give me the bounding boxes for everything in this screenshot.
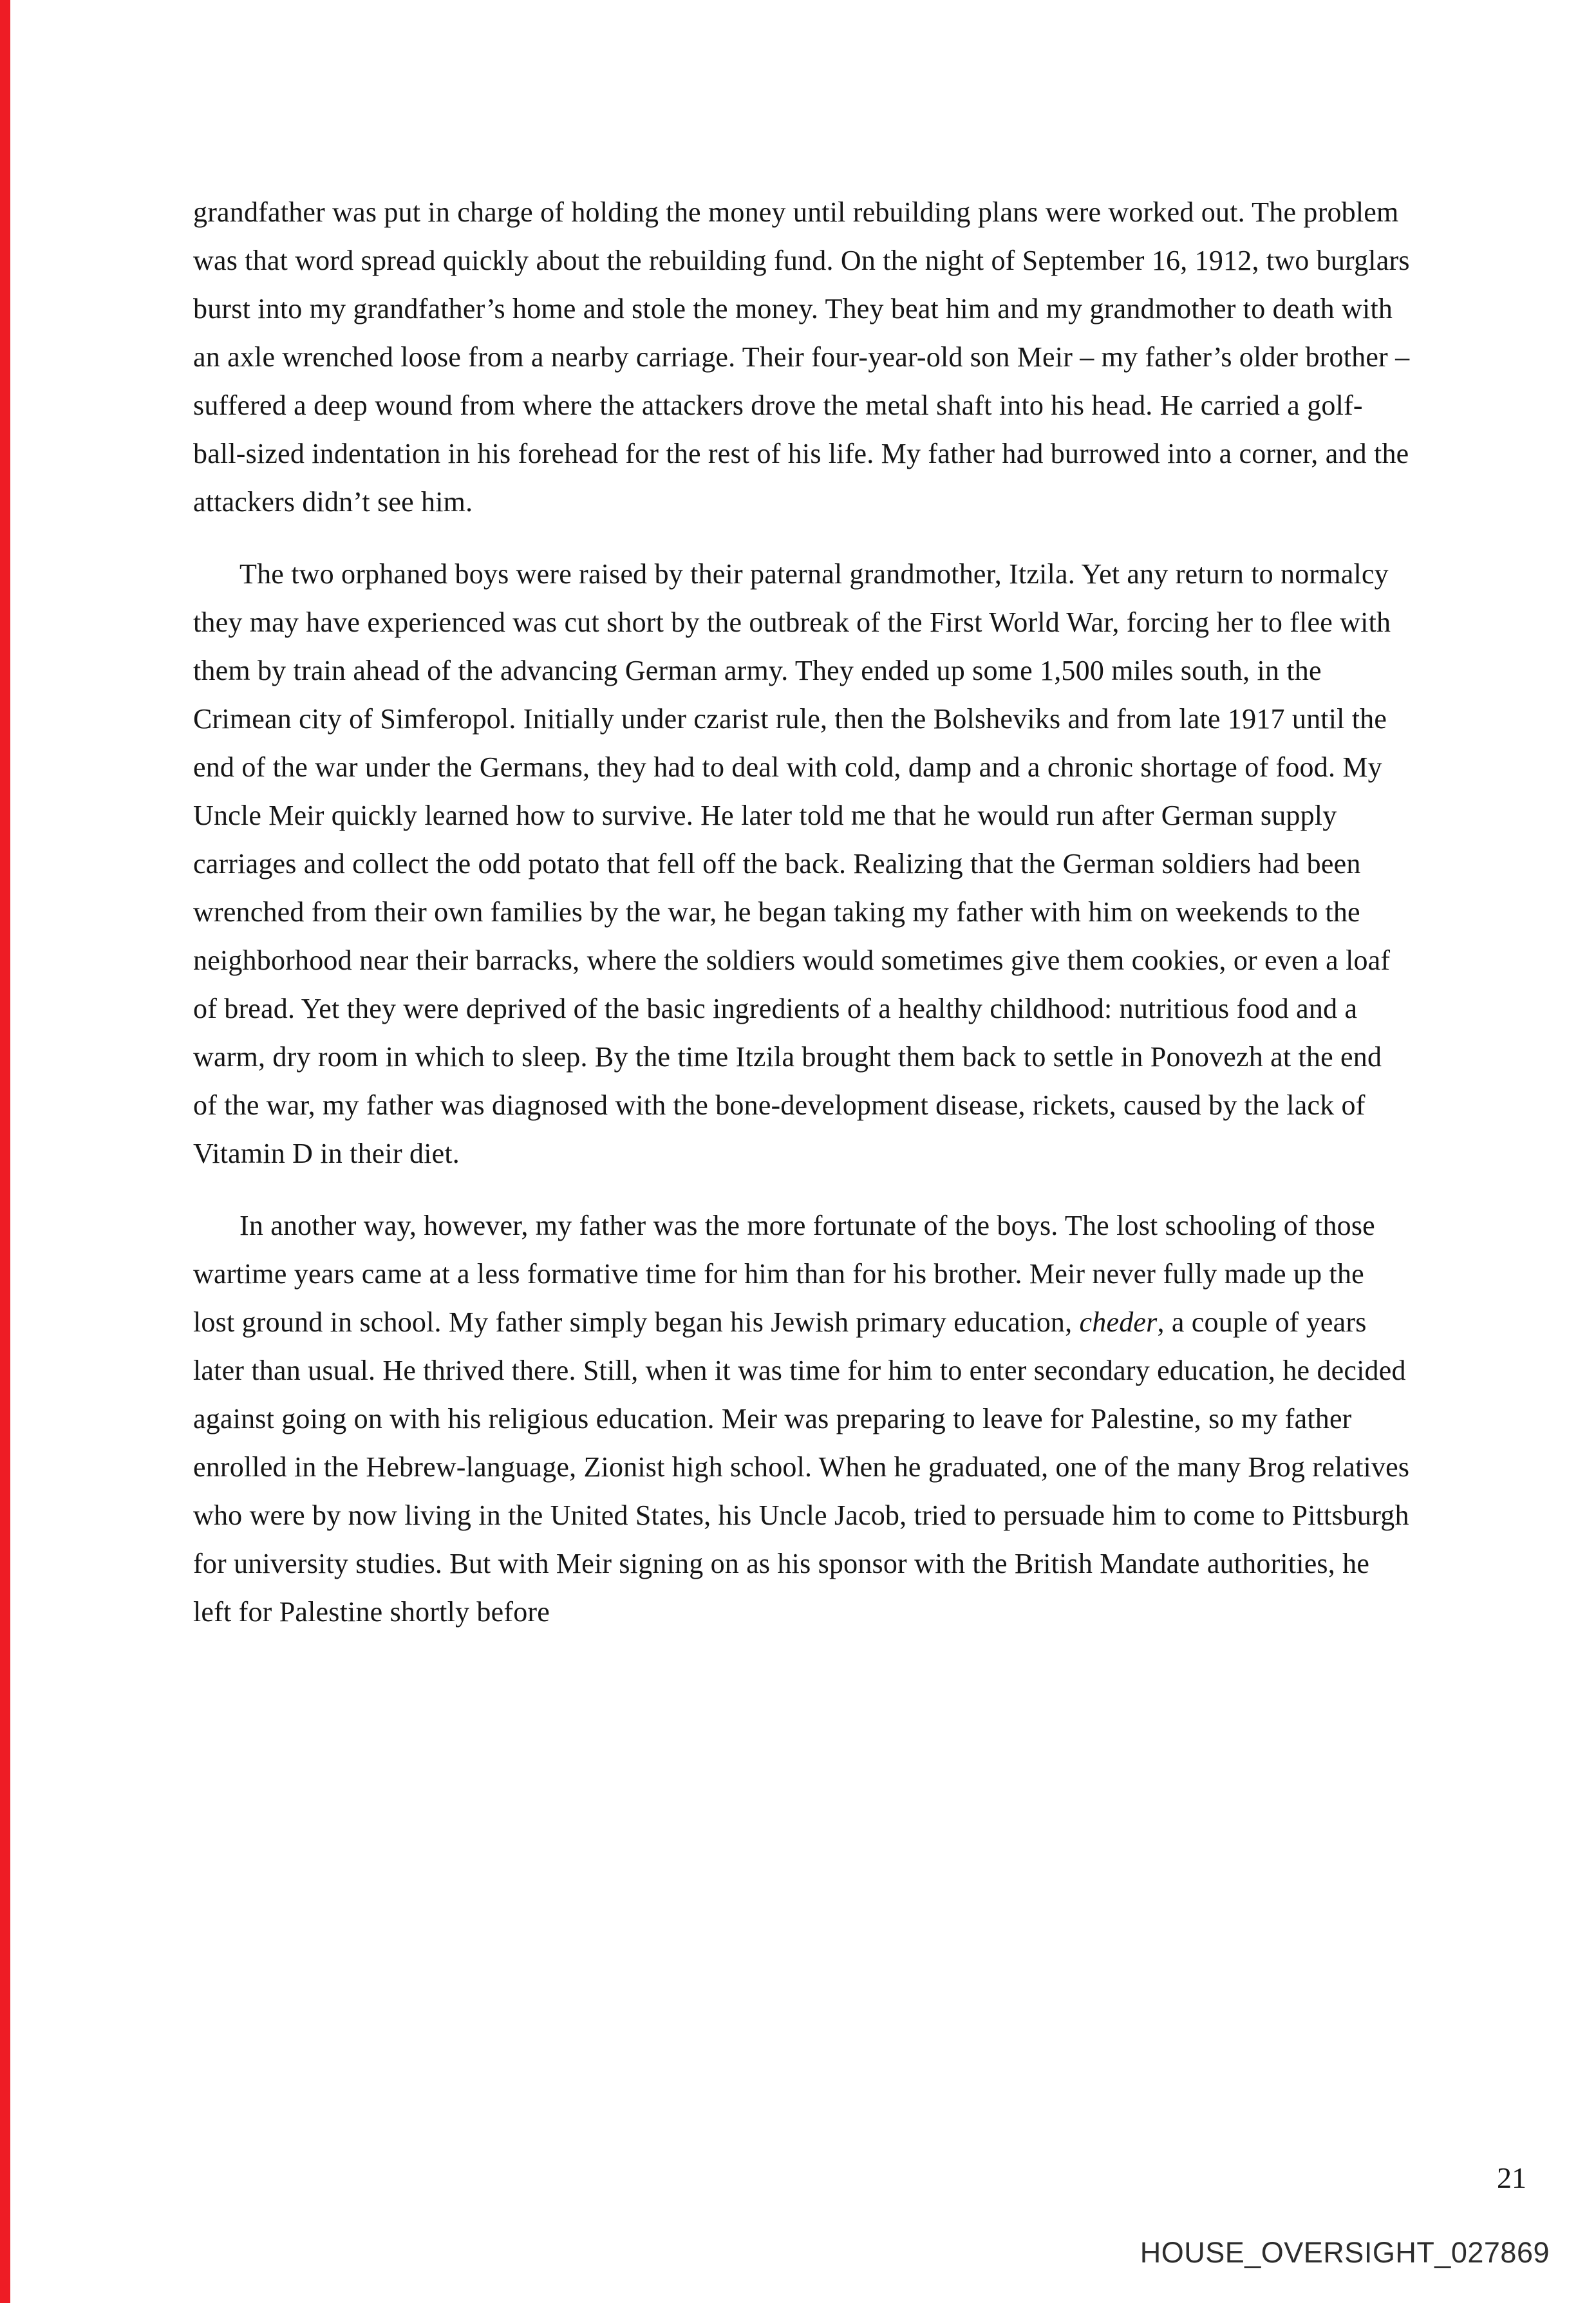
paragraph-1: grandfather was put in charge of holding the money until rebuilding plans were worked out. The problem was that word spread quickly about the rebuilding fund. On the night of September 16, 1912, two burglars burst into my grandfather’s home and stole the money. They beat him and my grandmother to death with an axle wrenched loose from a nearby carriage. Their four-year-old son Meir – my father’s older brother – suffered a deep wound from where the attackers drove the metal shaft into his head. He carried a golf-ball-sized indentation in his forehead for the rest of his life. My father had burrowed into a corner, and the attackers didn’t see him. [193,196,1410,518]
paragraph-3-text-before: In another way, however, my father was the more fortunate of the boys. The lost schooling of those wartime years came at a less formative time for him than for his brother. Meir never fully made up the lost ground in school. My father simply began his Jewish primary education, [193,1210,1375,1338]
bates-number: HOUSE_OVERSIGHT_027869 [1140,2236,1550,2269]
red-edge-stripe [0,0,10,2303]
paragraph-3-italic-term: cheder [1079,1306,1158,1338]
paragraph-3-text-after: , a couple of years later than usual. He thrived there. Still, when it was time for him to enter secondary education, he decided against going on with his religious education. Meir was preparing to leave for Palestine, so my father enrolled in the Hebrew-language, Zionist high school. When he graduated, one of the many Brog relatives who were by now living in the United States, his Uncle Jacob, tried to persuade him to come to Pittsburgh for university studies. But with Meir signing on as his sponsor with the British Mandate authorities, he left for Palestine shortly before [193,1306,1410,1628]
body-text [193,188,1410,1660]
paragraph-2: The two orphaned boys were raised by their paternal grandmother, Itzila. Yet any return to normalcy they may have experienced was cut short by the outbreak of the First World War, forcing her to flee with them by train ahead of the advancing German army. They ended up some 1,500 miles south, in the Crimean city of Simferopol. Initially under czarist rule, then the Bolsheviks and from late 1917 until the end of the war under the Germans, they had to deal with cold, damp and a chronic shortage of food. My Uncle Meir quickly learned how to survive. He later told me that he would run after German supply carriages and collect the odd potato that fell off the back. Realizing that the German soldiers had been wrenched from their own families by the war, he began taking my father with him on weekends to the neighborhood near their barracks, where the soldiers would sometimes give them cookies, or even a loaf of bread. Yet they were deprived of the basic ingredients of a healthy childhood: nutritious food and a warm, dry room in which to sleep. By the time Itzila brought them back to settle in Ponovezh at the end of the war, my father was diagnosed with the bone-development disease, rickets, caused by the lack of Vitamin D in their diet. [193,558,1391,1169]
page-number: 21 [1497,2161,1526,2194]
paragraph-3 [193,1201,1410,1636]
